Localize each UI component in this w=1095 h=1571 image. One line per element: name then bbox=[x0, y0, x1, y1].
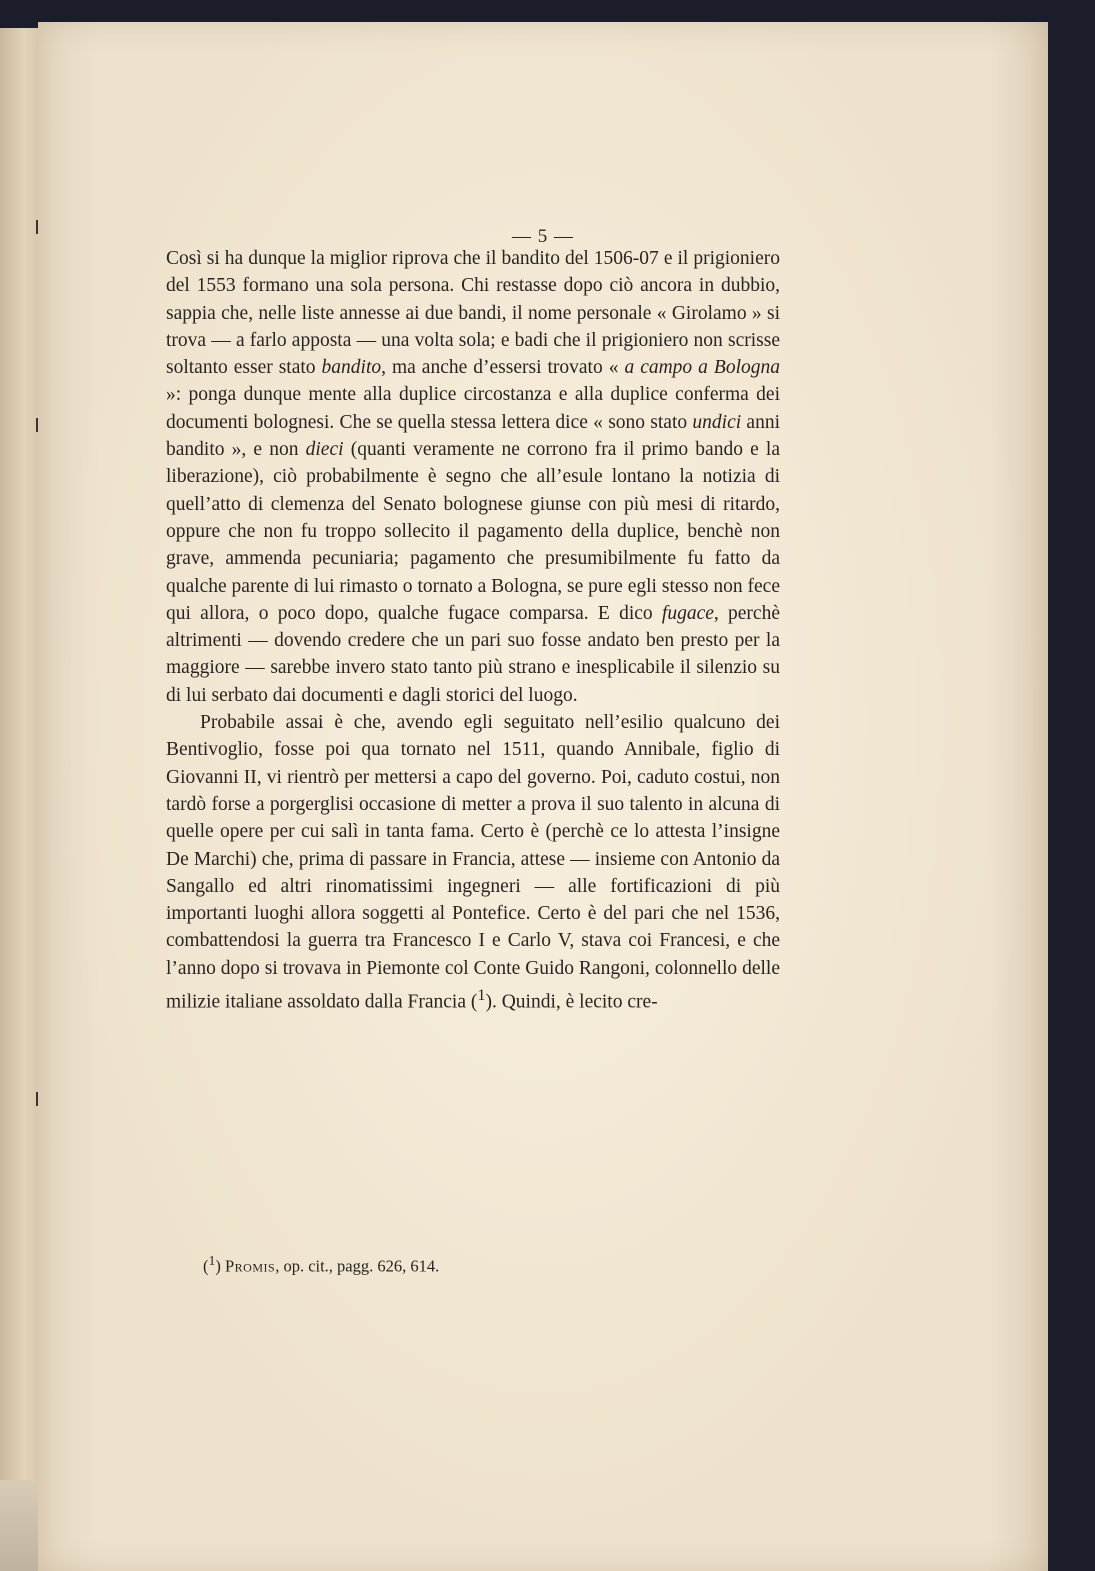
italic-text: fugace bbox=[661, 602, 714, 624]
italic-text: a campo a Bologna bbox=[624, 357, 780, 379]
paragraph bbox=[166, 709, 780, 1016]
text-run: Così si ha dunque la miglior riprova che il bandito del 1506-07 e il prigioniero del 1553 formano una sola persona. Chi restasse dopo ciò ancora in dubbio, sappia che, nelle liste annesse ai due bandi, il nome personale « Girolamo » si trova — a farlo apposta — una volta sola; e badi che il prigioniero non scrisse soltanto esser stato bbox=[166, 248, 780, 379]
italic-text: undici bbox=[692, 411, 742, 433]
footnote-marker: 1 bbox=[208, 1253, 216, 1268]
footnote-ref: 1 bbox=[477, 986, 486, 1005]
text-run: , ma anche d’essersi trovato « bbox=[381, 357, 625, 379]
italic-text: dieci bbox=[305, 439, 344, 461]
text-run: ). Quindi, è lecito cre- bbox=[485, 991, 658, 1013]
italic-text: bandito bbox=[321, 357, 382, 379]
text-run: anni bandito », e non bbox=[166, 411, 780, 461]
text-run: (quanti veramente ne corrono fra il primo bando e la liberazione), ciò probabilmente è segno che all’esule lontano la notizia di quell’atto di clemenza del Senato bolognese giunse con più mesi di ritardo, oppure che non fu troppo sollecito il pagamento della duplice, benchè non grave, ammenda pecuniaria; pagamento che presumibilmente fu fatto da qualche parente di lui rimasto o tornato a Bologna, se pure egli stesso non fece qui allora, o poco dopo, qualche fugace comparsa. E dico bbox=[166, 439, 780, 624]
footnote-author: Promis bbox=[225, 1256, 276, 1276]
footnote: ($^1$) Promis, op. cit., pagg. 626, 614. bbox=[203, 1253, 440, 1276]
body-text bbox=[166, 245, 780, 1016]
text-run: Probabile assai è che, avendo egli seguitato nell’esilio qualcuno dei Bentivoglio, fosse poi qua tornato nel 1511, quando Annibale, figlio di Giovanni II, vi rientrò per mettersi a capo del governo. Poi, caduto costui, non tardò forse a porgerglisi occasione di metter a prova il suo talento in alcuna di quelle opere per cui salì in tanta fama. Certo è (perchè ce lo attesta l’insigne De Marchi) che, prima di passare in Francia, attese — insieme con Antonio da Sangallo ed altri rinomatissimi ingegneri — alle fortificazioni di più importanti luoghi allora soggetti al Pontefice. Certo è del pari che nel 1536, combattendosi la guerra tra Francesco I e Carlo V, stava coi Francesi, e che l’anno dopo si trovava in Piemonte col Conte Guido Rangoni, colonnello delle milizie italiane assoldato dalla Francia ( bbox=[166, 712, 780, 1013]
page-number: — 5 — bbox=[512, 226, 574, 247]
footnote-reference: , op. cit., pagg. 626, 614. bbox=[275, 1256, 440, 1276]
paragraph bbox=[166, 245, 780, 709]
text-run: , perchè altrimenti — dovendo credere che un pari suo fosse andato ben presto per la maggiore — sarebbe invero stato tanto più strano e inesplicabile il silenzio su di lui serbato dai documenti e dagli storici del luogo. bbox=[166, 602, 780, 706]
text-run: »: ponga dunque mente alla duplice circostanza e alla duplice conferma dei documenti bolognesi. Che se quella stessa lettera dice « sono stato bbox=[166, 384, 780, 433]
